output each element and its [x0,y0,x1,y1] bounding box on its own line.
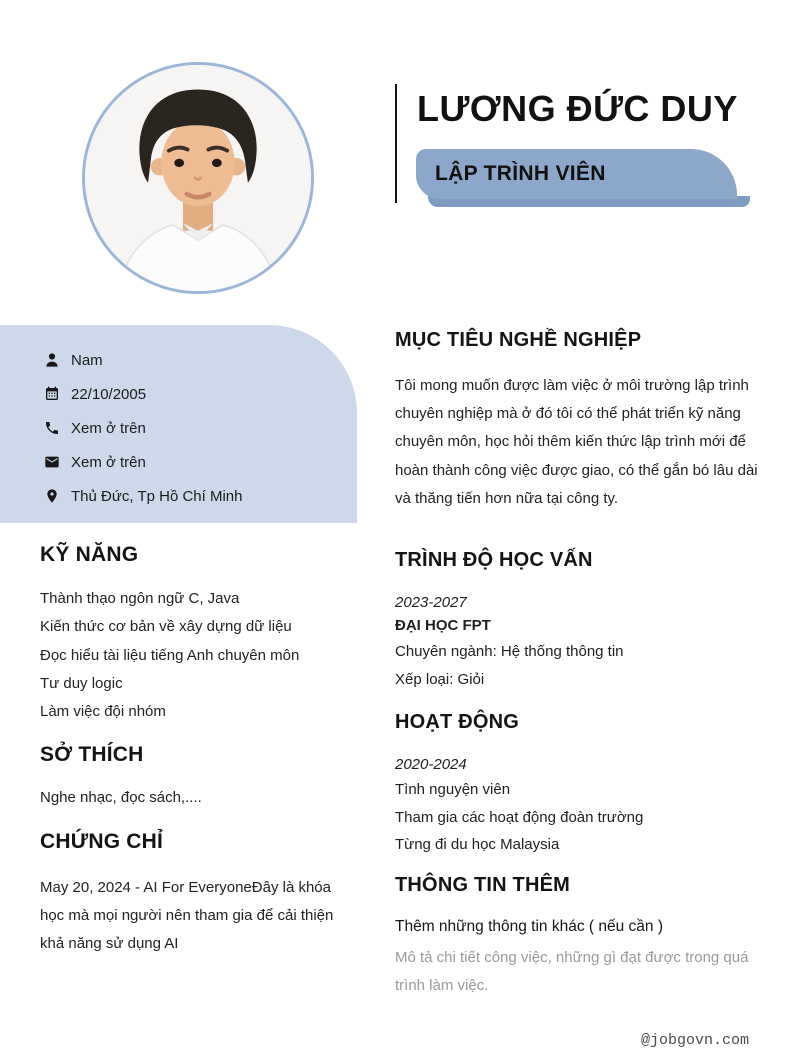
skill-item: Đọc hiểu tài liệu tiếng Anh chuyên môn [40,646,300,664]
skill-item: Làm việc đội nhóm [40,703,166,721]
education-major: Chuyên ngành: Hệ thống thông tin [395,643,624,660]
education-school: ĐẠI HỌC FPT [395,617,491,634]
person-name: LƯƠNG ĐỨC DUY [417,88,738,129]
activity-line: Tình nguyện viên [395,781,511,798]
education-period: 2023-2027 [395,594,467,611]
phone-icon [44,420,60,436]
contact-value: Xem ở trên [71,419,146,437]
skill-item: Kiến thức cơ bản về xây dựng dữ liệu [40,618,292,636]
skill-item: Tư duy logic [40,674,123,692]
certificates-text: May 20, 2024 - AI For EveryoneĐây là khóa học mà mọi người nên tham gia để cải thiện khả năng sử dụng AI [40,879,334,952]
additional-subheading: Thêm những thông tin khác ( nếu cần ) [395,918,664,935]
contact-info-box [0,325,357,523]
job-title-banner [416,149,737,199]
avatar-illustration [85,65,311,291]
education-heading: TRÌNH ĐỘ HỌC VẤN [395,549,593,571]
contact-value: Xem ở trên [71,453,146,471]
certificates-heading: CHỨNG CHỈ [40,830,164,853]
contact-value: Nam [71,351,103,369]
contact-row-gender [44,343,357,377]
envelope-icon [44,454,60,470]
person-icon [44,352,60,368]
objective-heading: MỤC TIÊU NGHỀ NGHIỆP [395,329,642,351]
activities-heading: HOẠT ĐỘNG [395,711,520,733]
objective-text: Tôi mong muốn được làm việc ở môi trường lập trình chuyên nghiệp mà ở đó tôi có thể phát triển kỹ năng chuyên môn, học hỏi thêm kiến thức lập trình mới để hoàn thành công việc được giao, có thể gắn bó lâu dài và thăng tiến hơn nữa tại công ty. [395,377,758,507]
education-grade: Xếp loại: Giỏi [395,670,485,688]
site-watermark: @jobgovn.com [641,1032,750,1049]
calendar-icon [44,386,60,402]
hobbies-heading: SỞ THÍCH [40,743,144,766]
skills-heading: KỸ NĂNG [40,543,139,566]
contact-row-email [44,445,357,479]
additional-heading: THÔNG TIN THÊM [395,874,571,896]
activity-line: Tham gia các hoạt động đoàn trường [395,808,644,826]
contact-row-birthdate [44,377,357,411]
contact-value: Thủ Đức, Tp Hồ Chí Minh [71,487,243,505]
skill-item: Thành thạo ngôn ngữ C, Java [40,590,240,607]
education-block [395,591,759,693]
skills-list [40,585,370,726]
hobbies-text: Nghe nhạc, đọc sách,.... [40,789,202,806]
contact-row-phone [44,411,357,445]
additional-placeholder-text: Mô tả chi tiết công việc, những gì đạt được trong quá trình làm việc. [395,949,749,994]
job-title: LẬP TRÌNH VIÊN [435,162,606,185]
activities-block [395,753,759,859]
activities-period: 2020-2024 [395,756,467,773]
location-icon [44,488,60,504]
contact-row-address [44,479,357,513]
activity-line: Từng đi du học Malaysia [395,836,560,853]
contact-value: 22/10/2005 [71,385,147,403]
name-divider-rule [395,84,397,203]
profile-photo [82,62,314,294]
